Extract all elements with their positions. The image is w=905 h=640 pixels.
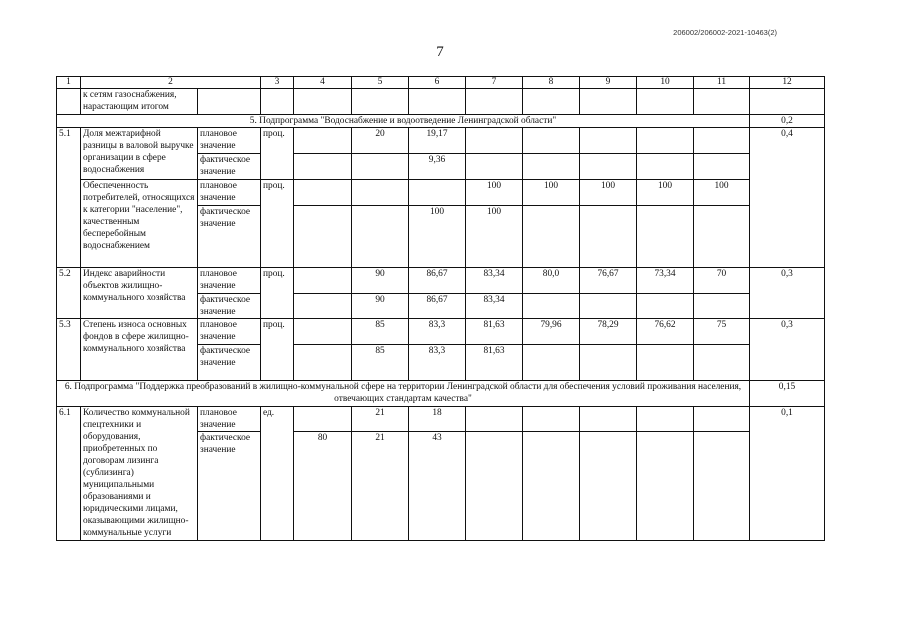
value-cell xyxy=(694,407,750,432)
value-cell xyxy=(294,154,352,180)
plan-label: плановое значение xyxy=(198,128,261,154)
section-weight: 0,2 xyxy=(750,115,825,128)
value-cell: 100 xyxy=(466,206,523,268)
value-cell: 100 xyxy=(580,180,637,206)
unit: проц. xyxy=(261,128,294,180)
value-cell: 43 xyxy=(409,432,466,541)
indicator-label: Обеспеченность потребителей, относящихся к категории "население", качественным бесперебойным водоснабжением xyxy=(81,180,198,268)
indicator-label: Доля межтарифной разницы в валовой выручке организации в сфере водоснабжения xyxy=(81,128,198,180)
column-number-row xyxy=(57,77,825,89)
section-weight: 0,15 xyxy=(750,381,825,407)
value-cell: 80,0 xyxy=(523,268,580,294)
value-cell: 100 xyxy=(409,206,466,268)
value-cell: 80 xyxy=(294,432,352,541)
value-cell: 83,3 xyxy=(409,319,466,345)
unit: проц. xyxy=(261,319,294,381)
col-header: 2 xyxy=(81,77,261,89)
col-header: 11 xyxy=(694,77,750,89)
value-cell: 100 xyxy=(637,180,694,206)
value-cell xyxy=(294,319,352,345)
value-cell xyxy=(294,128,352,154)
col-header: 12 xyxy=(750,77,825,89)
value-cell xyxy=(294,180,352,206)
col-header: 10 xyxy=(637,77,694,89)
value-cell xyxy=(294,268,352,294)
value-cell: 75 xyxy=(694,319,750,345)
col-header: 8 xyxy=(523,77,580,89)
value-cell: 86,67 xyxy=(409,294,466,319)
value-cell: 9,36 xyxy=(409,154,466,180)
value-cell: 18 xyxy=(409,407,466,432)
col-header: 6 xyxy=(409,77,466,89)
value-cell xyxy=(294,294,352,319)
value-cell: 81,63 xyxy=(466,345,523,381)
indicators-table xyxy=(56,76,825,541)
row-number: 6.1 xyxy=(57,407,81,541)
value-cell: 21 xyxy=(352,432,409,541)
col-header: 7 xyxy=(466,77,523,89)
col-header: 1 xyxy=(57,77,81,89)
value-cell xyxy=(523,128,580,154)
col-header: 3 xyxy=(261,77,294,89)
value-cell: 83,34 xyxy=(466,268,523,294)
value-cell xyxy=(637,294,694,319)
unit: проц. xyxy=(261,180,294,268)
value-cell xyxy=(352,154,409,180)
unit: проц. xyxy=(261,268,294,319)
value-cell: 19,17 xyxy=(409,128,466,154)
value-cell: 70 xyxy=(694,268,750,294)
value-cell xyxy=(637,154,694,180)
table-row xyxy=(57,180,825,206)
indicator-label: Степень износа основных фондов в сфере жилищно-коммунального хозяйства xyxy=(81,319,198,381)
value-cell xyxy=(694,154,750,180)
value-cell xyxy=(694,345,750,381)
table-row xyxy=(57,407,825,432)
value-cell: 100 xyxy=(523,180,580,206)
value-cell xyxy=(466,128,523,154)
document-id: 206002/206002-2021-10463(2) xyxy=(673,28,777,37)
row-number: 5.2 xyxy=(57,268,81,319)
value-cell: 73,34 xyxy=(637,268,694,294)
section-title: 6. Подпрограмма "Поддержка преобразований в жилищно-коммунальной сфере на территории Ленинградской области для обеспечения условий проживания населения, отвечающих стандартам качества" xyxy=(57,381,750,407)
col-header: 9 xyxy=(580,77,637,89)
row-number: 5.1 xyxy=(57,128,81,268)
value-cell: 85 xyxy=(352,319,409,345)
value-cell xyxy=(580,206,637,268)
value-cell xyxy=(294,407,352,432)
value-cell xyxy=(694,206,750,268)
value-cell: 100 xyxy=(694,180,750,206)
value-cell xyxy=(694,128,750,154)
value-cell xyxy=(523,407,580,432)
fact-label: фактическое значение xyxy=(198,345,261,381)
fact-label: фактическое значение xyxy=(198,294,261,319)
value-cell xyxy=(523,345,580,381)
fact-label: фактическое значение xyxy=(198,432,261,541)
section-6-row xyxy=(57,381,825,407)
section-5-row xyxy=(57,115,825,128)
value-cell: 21 xyxy=(352,407,409,432)
value-cell xyxy=(694,294,750,319)
indicator-label: Количество коммунальной спецтехники и оборудования, приобретенных по договорам лизинга (сублизинга) муниципальными образованиями и юридическими лицами, оказывающими жилищно-коммунальные услуги xyxy=(81,407,198,541)
continued-label: к сетям газоснабжения, нарастающим итогом xyxy=(81,89,198,115)
fact-label: фактическое значение xyxy=(198,206,261,268)
value-cell: 76,67 xyxy=(580,268,637,294)
value-cell xyxy=(694,432,750,541)
continuation-row xyxy=(57,89,825,115)
plan-label: плановое значение xyxy=(198,268,261,294)
value-cell xyxy=(580,154,637,180)
value-cell xyxy=(294,345,352,381)
weight-cell: 0,1 xyxy=(750,407,825,541)
value-cell: 81,63 xyxy=(466,319,523,345)
value-cell: 20 xyxy=(352,128,409,154)
value-cell xyxy=(523,432,580,541)
value-cell: 86,67 xyxy=(409,268,466,294)
value-cell xyxy=(352,180,409,206)
plan-label: плановое значение xyxy=(198,407,261,432)
value-cell: 83,3 xyxy=(409,345,466,381)
value-cell xyxy=(523,206,580,268)
page-number: 7 xyxy=(436,44,444,60)
value-cell xyxy=(523,154,580,180)
value-cell xyxy=(580,432,637,541)
section-title: 5. Подпрограмма "Водоснабжение и водоотведение Ленинградской области" xyxy=(57,115,750,128)
value-cell: 100 xyxy=(466,180,523,206)
value-cell: 79,96 xyxy=(523,319,580,345)
value-cell xyxy=(637,206,694,268)
table-row xyxy=(57,128,825,154)
unit: ед. xyxy=(261,407,294,541)
value-cell xyxy=(409,180,466,206)
table-row xyxy=(57,268,825,294)
fact-label: фактическое значение xyxy=(198,154,261,180)
row-number: 5.3 xyxy=(57,319,81,381)
weight-cell: 0,3 xyxy=(750,319,825,381)
indicator-label: Индекс аварийности объектов жилищно-коммунального хозяйства xyxy=(81,268,198,319)
value-cell: 83,34 xyxy=(466,294,523,319)
weight-cell: 0,4 xyxy=(750,128,825,268)
plan-label: плановое значение xyxy=(198,180,261,206)
col-header: 4 xyxy=(294,77,352,89)
value-cell xyxy=(466,407,523,432)
value-cell xyxy=(523,294,580,319)
value-cell xyxy=(637,432,694,541)
value-cell xyxy=(580,294,637,319)
value-cell: 85 xyxy=(352,345,409,381)
value-cell: 76,62 xyxy=(637,319,694,345)
value-cell xyxy=(580,407,637,432)
value-cell xyxy=(580,345,637,381)
col-header: 5 xyxy=(352,77,409,89)
value-cell xyxy=(580,128,637,154)
weight-cell: 0,3 xyxy=(750,268,825,319)
value-cell: 90 xyxy=(352,294,409,319)
plan-label: плановое значение xyxy=(198,319,261,345)
value-cell: 78,29 xyxy=(580,319,637,345)
value-cell xyxy=(637,345,694,381)
value-cell: 90 xyxy=(352,268,409,294)
value-cell xyxy=(637,128,694,154)
value-cell xyxy=(637,407,694,432)
table-row xyxy=(57,319,825,345)
value-cell xyxy=(352,206,409,268)
value-cell xyxy=(294,206,352,268)
value-cell xyxy=(466,432,523,541)
value-cell xyxy=(466,154,523,180)
